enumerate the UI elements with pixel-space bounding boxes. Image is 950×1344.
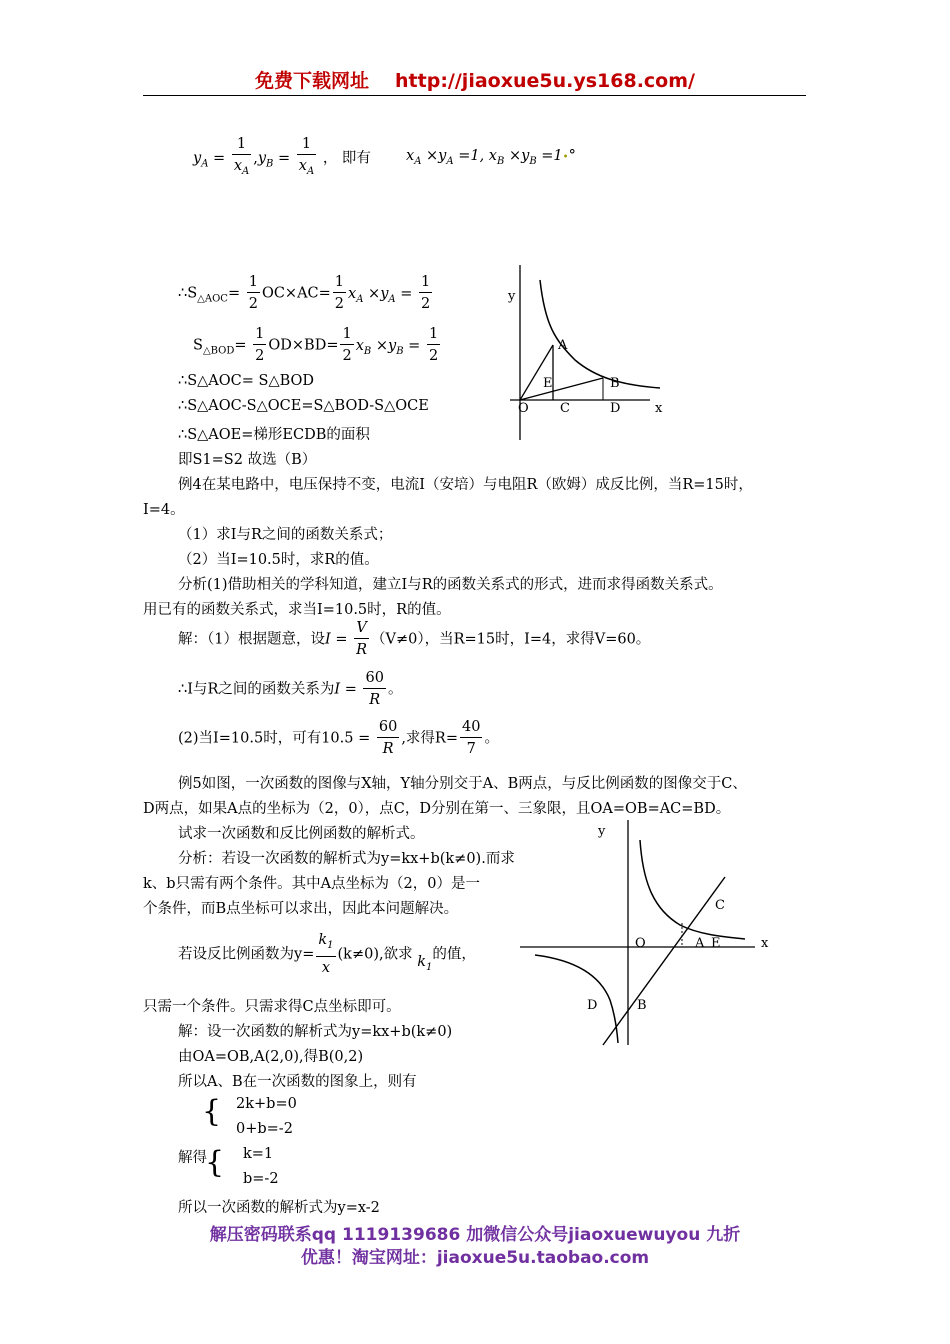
solution-1: 解：（1）根据题意，设I = $\frac{V}{R}$ （V≠0），当R=15时，I=4，求得V=60。 — [178, 620, 651, 658]
line-l5: ∴S△AOE=梯形ECDB的面积 — [178, 427, 370, 443]
solution-2: ∴I与R之间的函数关系为I = $\frac{60}{R}$ 。 — [178, 670, 403, 708]
fig1-hyperbola — [540, 280, 660, 388]
header-divider — [143, 95, 806, 96]
fig1-line-ob — [520, 378, 603, 400]
line-l24: 所以一次函数的解析式为y=x-2 — [178, 1200, 380, 1216]
fig2-label-b: B — [637, 998, 647, 1013]
fig1-label-e: E — [543, 376, 553, 391]
fig1-label-a: A — [558, 338, 568, 353]
fig1-label-c: C — [560, 401, 570, 416]
line-l3: ∴S△AOC= S△BOD — [178, 373, 315, 389]
formula-ya-yb: $y_A$ = $\frac{1}{x_A}$ $,y_B$ = $\frac{1}{x_A}$ ， 即有 — [193, 136, 371, 177]
header-label: 免费下载网址 — [255, 70, 370, 92]
fig1-line-oa — [520, 345, 553, 400]
line-l15: 试求一次函数和反比例函数的解析式。 — [178, 826, 425, 842]
line-l18: 个条件，而B点坐标可以求出，因此本问题解决。 — [143, 901, 459, 917]
system2-label: 解得 — [178, 1150, 207, 1166]
line-l17: k、b只需有两个条件。其中A点坐标为（2，0）是一 — [143, 876, 480, 892]
system1-eq2: 0+b=-2 — [236, 1121, 293, 1137]
fig1-label-y: y — [508, 289, 516, 304]
system2-eq1: k=1 — [243, 1146, 274, 1162]
line-l20: 只需一个条件。只需求得C点坐标即可。 — [143, 999, 401, 1015]
fig2-label-e: E — [711, 936, 721, 951]
line-l9: （1）求I与R之间的函数关系式； — [178, 527, 393, 543]
line-l6: 即S1=S2 故选（B） — [178, 452, 317, 468]
figure-1 — [500, 265, 670, 445]
fig1-label-o: O — [518, 401, 529, 416]
line1-text: ， 即有 — [322, 150, 371, 167]
line-l4: ∴S△AOC-S△OCE=S△BOD-S△OCE — [178, 398, 429, 414]
system2-eq2: b=-2 — [243, 1171, 279, 1187]
fig1-label-b: B — [610, 376, 620, 391]
area-bod-line: $S_{\triangle BOD}=$ $\frac{1}{2}$ OD×BD= $\frac{1}{2}$ $x_B \times y_B$ = $\frac{1}{2}$ — [193, 326, 439, 364]
fig2-label-c: C — [715, 898, 725, 913]
fig2-label-x: x — [761, 936, 769, 951]
line-l10: （2）当I=10.5时，求R的值。 — [178, 552, 379, 568]
page-header — [0, 66, 950, 93]
formula-product: $x_A \times y_A =1$, $x_B \times y_B$ =1•° — [406, 148, 576, 167]
line-l22: 由OA=OB,A(2,0),得B(0,2) — [178, 1049, 364, 1065]
fig2-hyperbola-q1 — [640, 840, 745, 939]
system1-eq1: 2k+b=0 — [236, 1096, 297, 1112]
footer-line-2: 优惠！淘宝网址：jiaoxue5u.taobao.com — [300, 1248, 650, 1268]
line-l13: 例5如图，一次函数的图像与X轴，Y轴分别交于A、B两点，与反比例函数的图像交于C、 — [178, 776, 747, 792]
fig2-label-a: A — [695, 936, 705, 951]
fig2-line — [603, 877, 725, 1045]
footer-line-1: 解压密码联系qq 1119139686 加微信公众号jiaoxuewuyou 九折 — [209, 1225, 741, 1245]
fig2-hyperbola-q3 — [535, 955, 618, 1043]
fig1-label-d: D — [610, 401, 621, 416]
brace-1: { — [202, 1094, 222, 1129]
line-l14: D两点，如果A点的坐标为（2，0），点C，D分别在第一、三象限，且OA=OB=AC=BD。 — [143, 801, 731, 817]
fig1-label-x: x — [655, 401, 663, 416]
figure-2 — [515, 815, 785, 1050]
header-url[interactable]: http://jiaoxue5u.ys168.com/ — [395, 70, 695, 92]
fig2-label-y: y — [598, 824, 606, 839]
line-l16: 分析：若设一次函数的解析式为y=kx+b(k≠0).而求 — [178, 851, 515, 867]
fig2-label-o: O — [635, 936, 646, 951]
line-l11: 分析(1)借助相关的学科知道，建立I与R的函数关系式的形式，进而求得函数关系式。 — [178, 577, 723, 593]
line-l23: 所以A、B在一次函数的图象上，则有 — [178, 1074, 417, 1090]
line-l8: I=4。 — [143, 502, 185, 518]
brace-2: { — [205, 1145, 225, 1180]
line-l19: 若设反比例函数为y= $\frac{k_1}{x}$ (k≠0),欲求 $k_1$的值， — [178, 932, 476, 976]
line-l7: 例4在某电路中，电压保持不变，电流I（安培）与电阻R（欧姆）成反比例，当R=15时， — [178, 477, 753, 493]
line-l21: 解：设一次函数的解析式为y=kx+b(k≠0) — [178, 1024, 453, 1040]
area-aoc-line: $\therefore S_{\triangle AOC}=$ $\frac{1}{2}$ OC×AC= $\frac{1}{2}$ $x_A \times y_A$ = $\frac{1}{2}$ — [178, 274, 431, 312]
fig2-label-d: D — [587, 998, 598, 1013]
solution-3: (2)当I=10.5时，可有10.5 = $\frac{60}{R}$ ,求得R= $\frac{40}{7}$ 。 — [178, 719, 499, 757]
line-l12: 用已有的函数关系式，求当I=10.5时，R的值。 — [143, 602, 451, 618]
